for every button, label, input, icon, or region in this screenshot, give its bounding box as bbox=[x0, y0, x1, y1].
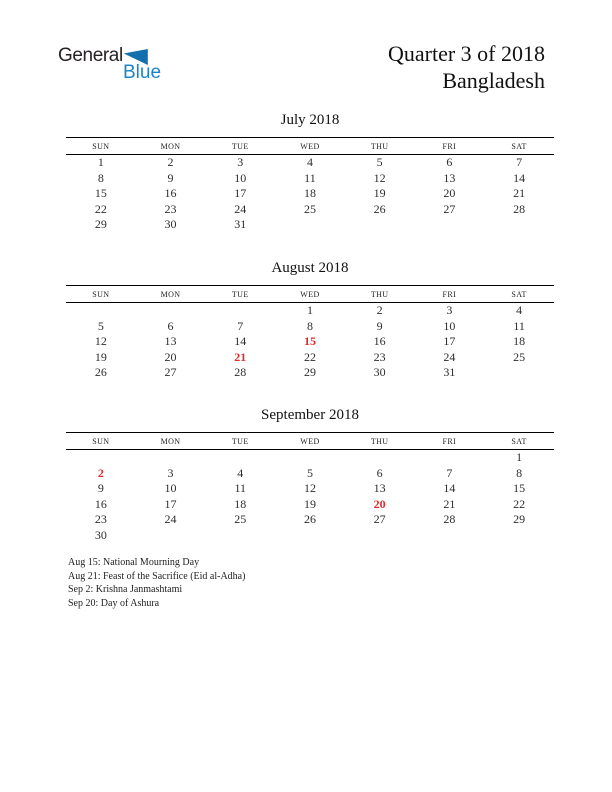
day-cell: 11 bbox=[234, 481, 247, 495]
note-line: Aug 15: National Mourning Day bbox=[68, 557, 200, 568]
day-cell: 12 bbox=[94, 334, 107, 348]
weekday-header: TUE bbox=[205, 433, 275, 450]
day-cell: 18 bbox=[303, 186, 316, 200]
day-cell: 9 bbox=[97, 481, 104, 495]
day-cell: 24 bbox=[164, 512, 177, 526]
day-cell: 13 bbox=[164, 334, 177, 348]
month-section-july bbox=[66, 110, 554, 233]
day-cell: 10 bbox=[443, 318, 456, 333]
logo-text-blue: Blue bbox=[123, 62, 162, 83]
day-cell: 6 bbox=[167, 318, 174, 333]
logo-text-general: General bbox=[58, 45, 123, 66]
day-cell: 23 bbox=[164, 201, 177, 216]
weekday-header: SAT bbox=[484, 286, 554, 303]
calendar-table bbox=[66, 137, 554, 233]
day-cell: 28 bbox=[234, 365, 247, 379]
empty-day-cell bbox=[345, 528, 415, 544]
day-cell: 2 bbox=[376, 303, 383, 317]
day-cell: 9 bbox=[376, 318, 383, 333]
day-cell: 21 bbox=[443, 496, 456, 511]
day-cell: 10 bbox=[234, 170, 247, 185]
week-row bbox=[66, 497, 554, 513]
day-cell: 22 bbox=[513, 496, 526, 511]
weekday-row bbox=[66, 433, 554, 450]
empty-day-cell bbox=[275, 217, 345, 233]
day-cell: 20 bbox=[164, 349, 177, 364]
empty-day-cell bbox=[275, 450, 345, 466]
empty-day-cell bbox=[345, 217, 415, 233]
note-line: Aug 21: Feast of the Sacrifice (Eid al-Adha) bbox=[68, 570, 246, 582]
day-cell: 21 bbox=[513, 186, 526, 200]
month-title: July 2018 bbox=[280, 112, 340, 128]
day-cell: 30 bbox=[164, 217, 177, 231]
day-cell: 12 bbox=[303, 481, 316, 495]
day-cell: 1 bbox=[516, 450, 523, 464]
day-cell: 22 bbox=[303, 349, 316, 364]
day-cell: 16 bbox=[94, 496, 107, 511]
day-cell: 29 bbox=[94, 217, 107, 231]
day-cell: 25 bbox=[303, 201, 316, 216]
day-cell: 20 bbox=[373, 496, 386, 511]
day-cell: 3 bbox=[167, 465, 174, 480]
day-cell: 8 bbox=[306, 318, 313, 333]
week-row bbox=[66, 334, 554, 350]
day-cell: 6 bbox=[376, 465, 383, 480]
day-cell: 9 bbox=[167, 170, 174, 185]
day-cell: 5 bbox=[97, 318, 104, 333]
weekday-row bbox=[66, 286, 554, 303]
day-cell: 3 bbox=[237, 155, 244, 169]
day-cell: 6 bbox=[446, 155, 453, 169]
weekday-header: SAT bbox=[484, 433, 554, 450]
day-cell: 29 bbox=[303, 365, 316, 379]
day-cell: 15 bbox=[94, 186, 107, 200]
logo bbox=[58, 46, 161, 82]
empty-day-cell bbox=[66, 450, 136, 466]
day-cell: 17 bbox=[234, 186, 247, 200]
day-cell: 2 bbox=[167, 155, 174, 169]
empty-day-cell bbox=[205, 450, 275, 466]
month-title: August 2018 bbox=[271, 260, 349, 276]
week-row bbox=[66, 512, 554, 528]
day-cell: 13 bbox=[373, 481, 386, 495]
weekday-header: TUE bbox=[205, 138, 275, 155]
day-cell: 14 bbox=[234, 334, 247, 348]
day-cell: 14 bbox=[443, 481, 456, 495]
holiday-notes bbox=[68, 556, 468, 610]
empty-day-cell bbox=[484, 528, 554, 544]
day-cell: 27 bbox=[164, 365, 177, 379]
empty-day-cell bbox=[415, 450, 485, 466]
day-cell: 7 bbox=[446, 465, 453, 480]
day-cell: 23 bbox=[373, 349, 386, 364]
day-cell: 26 bbox=[94, 365, 107, 379]
weekday-header: FRI bbox=[415, 138, 485, 155]
day-cell: 25 bbox=[234, 512, 247, 526]
day-cell: 19 bbox=[303, 496, 316, 511]
day-cell: 28 bbox=[513, 201, 526, 216]
day-cell: 19 bbox=[94, 349, 107, 364]
week-row bbox=[66, 155, 554, 171]
day-cell: 3 bbox=[446, 303, 453, 317]
week-row bbox=[66, 528, 554, 544]
day-cell: 10 bbox=[164, 481, 177, 495]
month-title: September 2018 bbox=[261, 407, 359, 423]
day-cell: 15 bbox=[303, 334, 316, 348]
calendar-table bbox=[66, 432, 554, 543]
page-title-line1: Quarter 3 of 2018 bbox=[387, 41, 545, 66]
day-cell: 29 bbox=[513, 512, 526, 526]
weekday-header: THU bbox=[345, 433, 415, 450]
weekday-header: TUE bbox=[205, 286, 275, 303]
week-row bbox=[66, 171, 554, 187]
day-cell: 20 bbox=[443, 186, 456, 200]
empty-day-cell bbox=[205, 303, 275, 319]
weekday-header: SUN bbox=[66, 286, 136, 303]
weekday-row bbox=[66, 138, 554, 155]
day-cell: 7 bbox=[237, 318, 244, 333]
empty-day-cell bbox=[136, 303, 206, 319]
empty-day-cell bbox=[66, 303, 136, 319]
week-row bbox=[66, 350, 554, 366]
day-cell: 13 bbox=[443, 170, 456, 185]
day-cell: 24 bbox=[443, 349, 456, 364]
day-cell: 5 bbox=[306, 465, 313, 480]
empty-day-cell bbox=[205, 528, 275, 544]
day-cell: 4 bbox=[237, 465, 244, 480]
empty-day-cell bbox=[484, 365, 554, 381]
day-cell: 19 bbox=[373, 186, 386, 200]
day-cell: 23 bbox=[94, 512, 107, 526]
page-title bbox=[388, 40, 545, 94]
day-cell: 1 bbox=[306, 303, 313, 317]
day-cell: 18 bbox=[513, 334, 526, 348]
day-cell: 8 bbox=[97, 170, 104, 185]
day-cell: 15 bbox=[513, 481, 526, 495]
day-cell: 4 bbox=[516, 303, 523, 317]
day-cell: 2 bbox=[97, 465, 104, 480]
empty-day-cell bbox=[345, 450, 415, 466]
day-cell: 30 bbox=[373, 365, 386, 379]
empty-day-cell bbox=[415, 217, 485, 233]
weekday-header: MON bbox=[136, 286, 206, 303]
day-cell: 1 bbox=[97, 155, 104, 169]
empty-day-cell bbox=[136, 450, 206, 466]
day-cell: 8 bbox=[516, 465, 523, 480]
month-section-september bbox=[66, 405, 554, 543]
day-cell: 14 bbox=[513, 170, 526, 185]
day-cell: 28 bbox=[443, 512, 456, 526]
day-cell: 16 bbox=[373, 334, 386, 348]
day-cell: 25 bbox=[513, 349, 526, 364]
week-row bbox=[66, 365, 554, 381]
weekday-header: FRI bbox=[415, 286, 485, 303]
day-cell: 12 bbox=[373, 170, 386, 185]
week-row bbox=[66, 202, 554, 218]
week-row bbox=[66, 186, 554, 202]
day-cell: 16 bbox=[164, 186, 177, 200]
note-line: Sep 2: Krishna Janmashtami bbox=[68, 584, 183, 595]
month-section-august bbox=[66, 258, 554, 381]
weekday-header: MON bbox=[136, 433, 206, 450]
week-row bbox=[66, 481, 554, 497]
weekday-header: THU bbox=[345, 138, 415, 155]
week-row bbox=[66, 303, 554, 319]
weekday-header: WED bbox=[275, 433, 345, 450]
day-cell: 27 bbox=[443, 201, 456, 216]
weekday-header: WED bbox=[275, 138, 345, 155]
day-cell: 24 bbox=[234, 201, 247, 216]
week-row bbox=[66, 466, 554, 482]
day-cell: 21 bbox=[234, 349, 247, 364]
weekday-header: SAT bbox=[484, 138, 554, 155]
note-line: Sep 20: Day of Ashura bbox=[68, 597, 160, 609]
empty-day-cell bbox=[415, 528, 485, 544]
day-cell: 7 bbox=[516, 155, 523, 169]
day-cell: 26 bbox=[303, 512, 316, 526]
day-cell: 11 bbox=[513, 318, 525, 333]
week-row bbox=[66, 217, 554, 233]
week-row bbox=[66, 319, 554, 335]
week-row bbox=[66, 450, 554, 466]
weekday-header: FRI bbox=[415, 433, 485, 450]
page-title-line2: Bangladesh bbox=[442, 68, 545, 93]
day-cell: 31 bbox=[234, 217, 247, 231]
weekday-header: SUN bbox=[66, 433, 136, 450]
weekday-header: MON bbox=[136, 138, 206, 155]
day-cell: 22 bbox=[94, 201, 107, 216]
day-cell: 4 bbox=[306, 155, 313, 169]
empty-day-cell bbox=[136, 528, 206, 544]
day-cell: 17 bbox=[443, 334, 456, 348]
day-cell: 5 bbox=[376, 155, 383, 169]
weekday-header: THU bbox=[345, 286, 415, 303]
day-cell: 26 bbox=[373, 201, 386, 216]
day-cell: 11 bbox=[304, 170, 316, 185]
day-cell: 31 bbox=[443, 365, 456, 379]
day-cell: 18 bbox=[234, 496, 247, 511]
weekday-header: SUN bbox=[66, 138, 136, 155]
empty-day-cell bbox=[275, 528, 345, 544]
day-cell: 27 bbox=[373, 512, 386, 526]
weekday-header: WED bbox=[275, 286, 345, 303]
calendar-table bbox=[66, 285, 554, 381]
day-cell: 17 bbox=[164, 496, 177, 511]
empty-day-cell bbox=[484, 217, 554, 233]
day-cell: 30 bbox=[94, 527, 107, 542]
